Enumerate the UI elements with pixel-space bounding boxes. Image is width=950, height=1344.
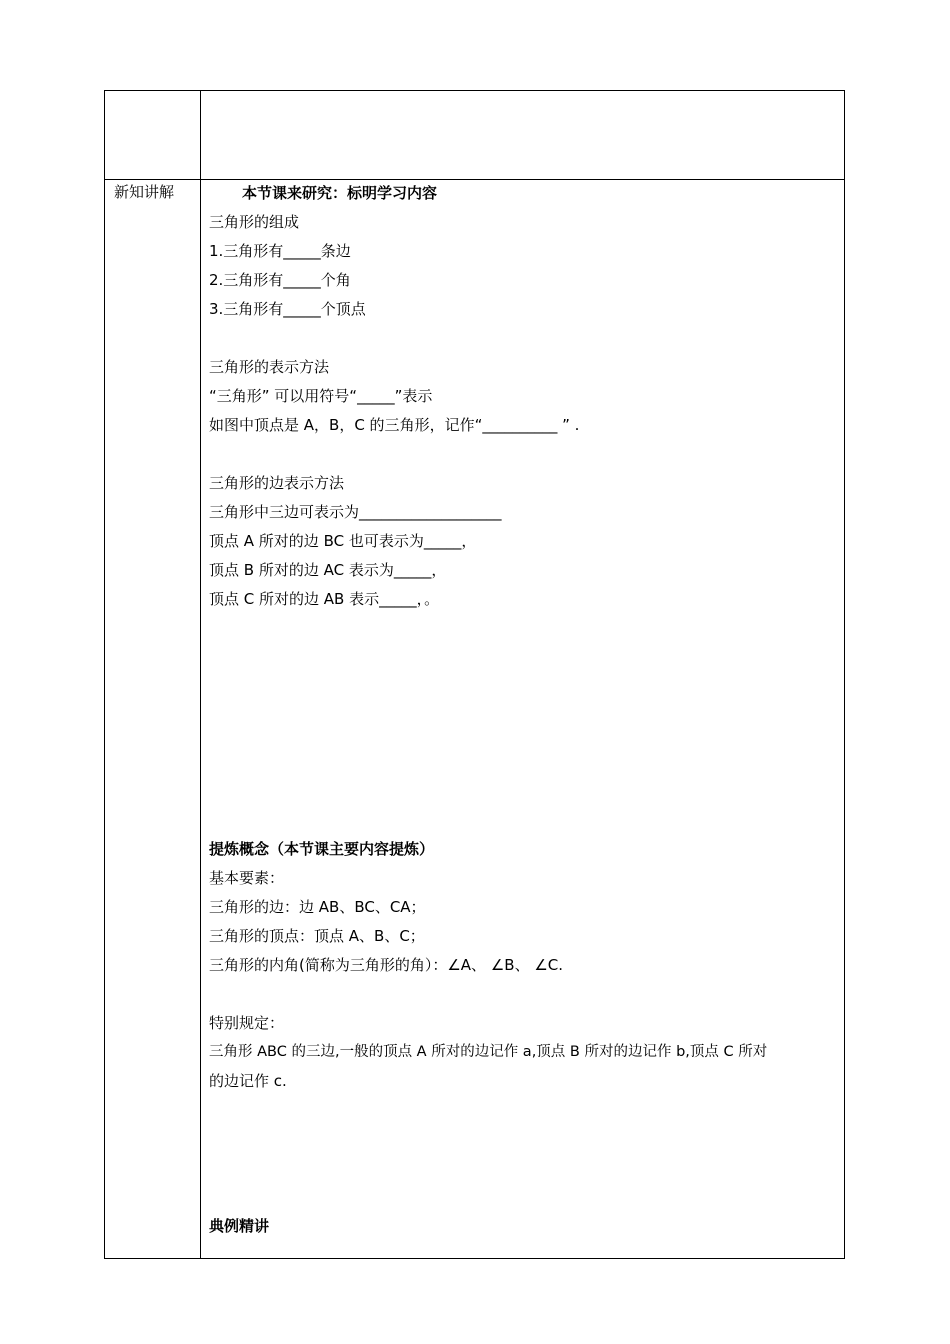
notation-line: “三角形” 可以用符号“_____”表示 bbox=[209, 387, 433, 405]
composition-item: 3.三角形有_____个顶点 bbox=[209, 300, 366, 318]
examples-heading: 典例精讲 bbox=[209, 1217, 270, 1235]
lesson-table bbox=[104, 90, 845, 1259]
sides-line: 顶点 B 所对的边 AC 表示为_____， bbox=[209, 561, 447, 579]
intro-heading: 本节课来研究：标明学习内容 bbox=[242, 184, 438, 202]
concept-line: 三角形的内角(简称为三角形的角）：∠A、 ∠B、 ∠C. bbox=[209, 956, 564, 974]
concept-line: 三角形的边：边 AB、BC、CA； bbox=[209, 898, 426, 916]
concept-line: 三角形的顶点：顶点 A、B、C； bbox=[209, 927, 425, 945]
concept-heading: 提炼概念（本节课主要内容提炼） bbox=[209, 840, 435, 858]
sides-line: 三角形中三边可表示为___________________ bbox=[209, 503, 502, 521]
notation-line: 如图中顶点是 A，B，C 的三角形，记作“__________ ” . bbox=[209, 416, 580, 434]
row-label: 新知讲解 bbox=[114, 183, 175, 201]
composition-title: 三角形的组成 bbox=[209, 213, 300, 231]
notation-title: 三角形的表示方法 bbox=[209, 358, 330, 376]
sides-title: 三角形的边表示方法 bbox=[209, 474, 345, 492]
sides-line: 顶点 A 所对的边 BC 也可表示为_____， bbox=[209, 532, 477, 550]
composition-item: 1.三角形有_____条边 bbox=[209, 242, 351, 260]
special-title: 特别规定： bbox=[209, 1014, 285, 1032]
concept-line: 基本要素： bbox=[209, 869, 285, 887]
column-divider bbox=[200, 91, 201, 1258]
special-line: 的边记作 c. bbox=[209, 1072, 287, 1090]
special-line: 三角形 ABC 的三边,一般的顶点 A 所对的边记作 a,顶点 B 所对的边记作 b,顶点 C 所对 bbox=[209, 1044, 768, 1060]
composition-item: 2.三角形有_____个角 bbox=[209, 271, 351, 289]
sides-line: 顶点 C 所对的边 AB 表示_____，。 bbox=[209, 590, 440, 608]
row-divider bbox=[105, 179, 844, 180]
